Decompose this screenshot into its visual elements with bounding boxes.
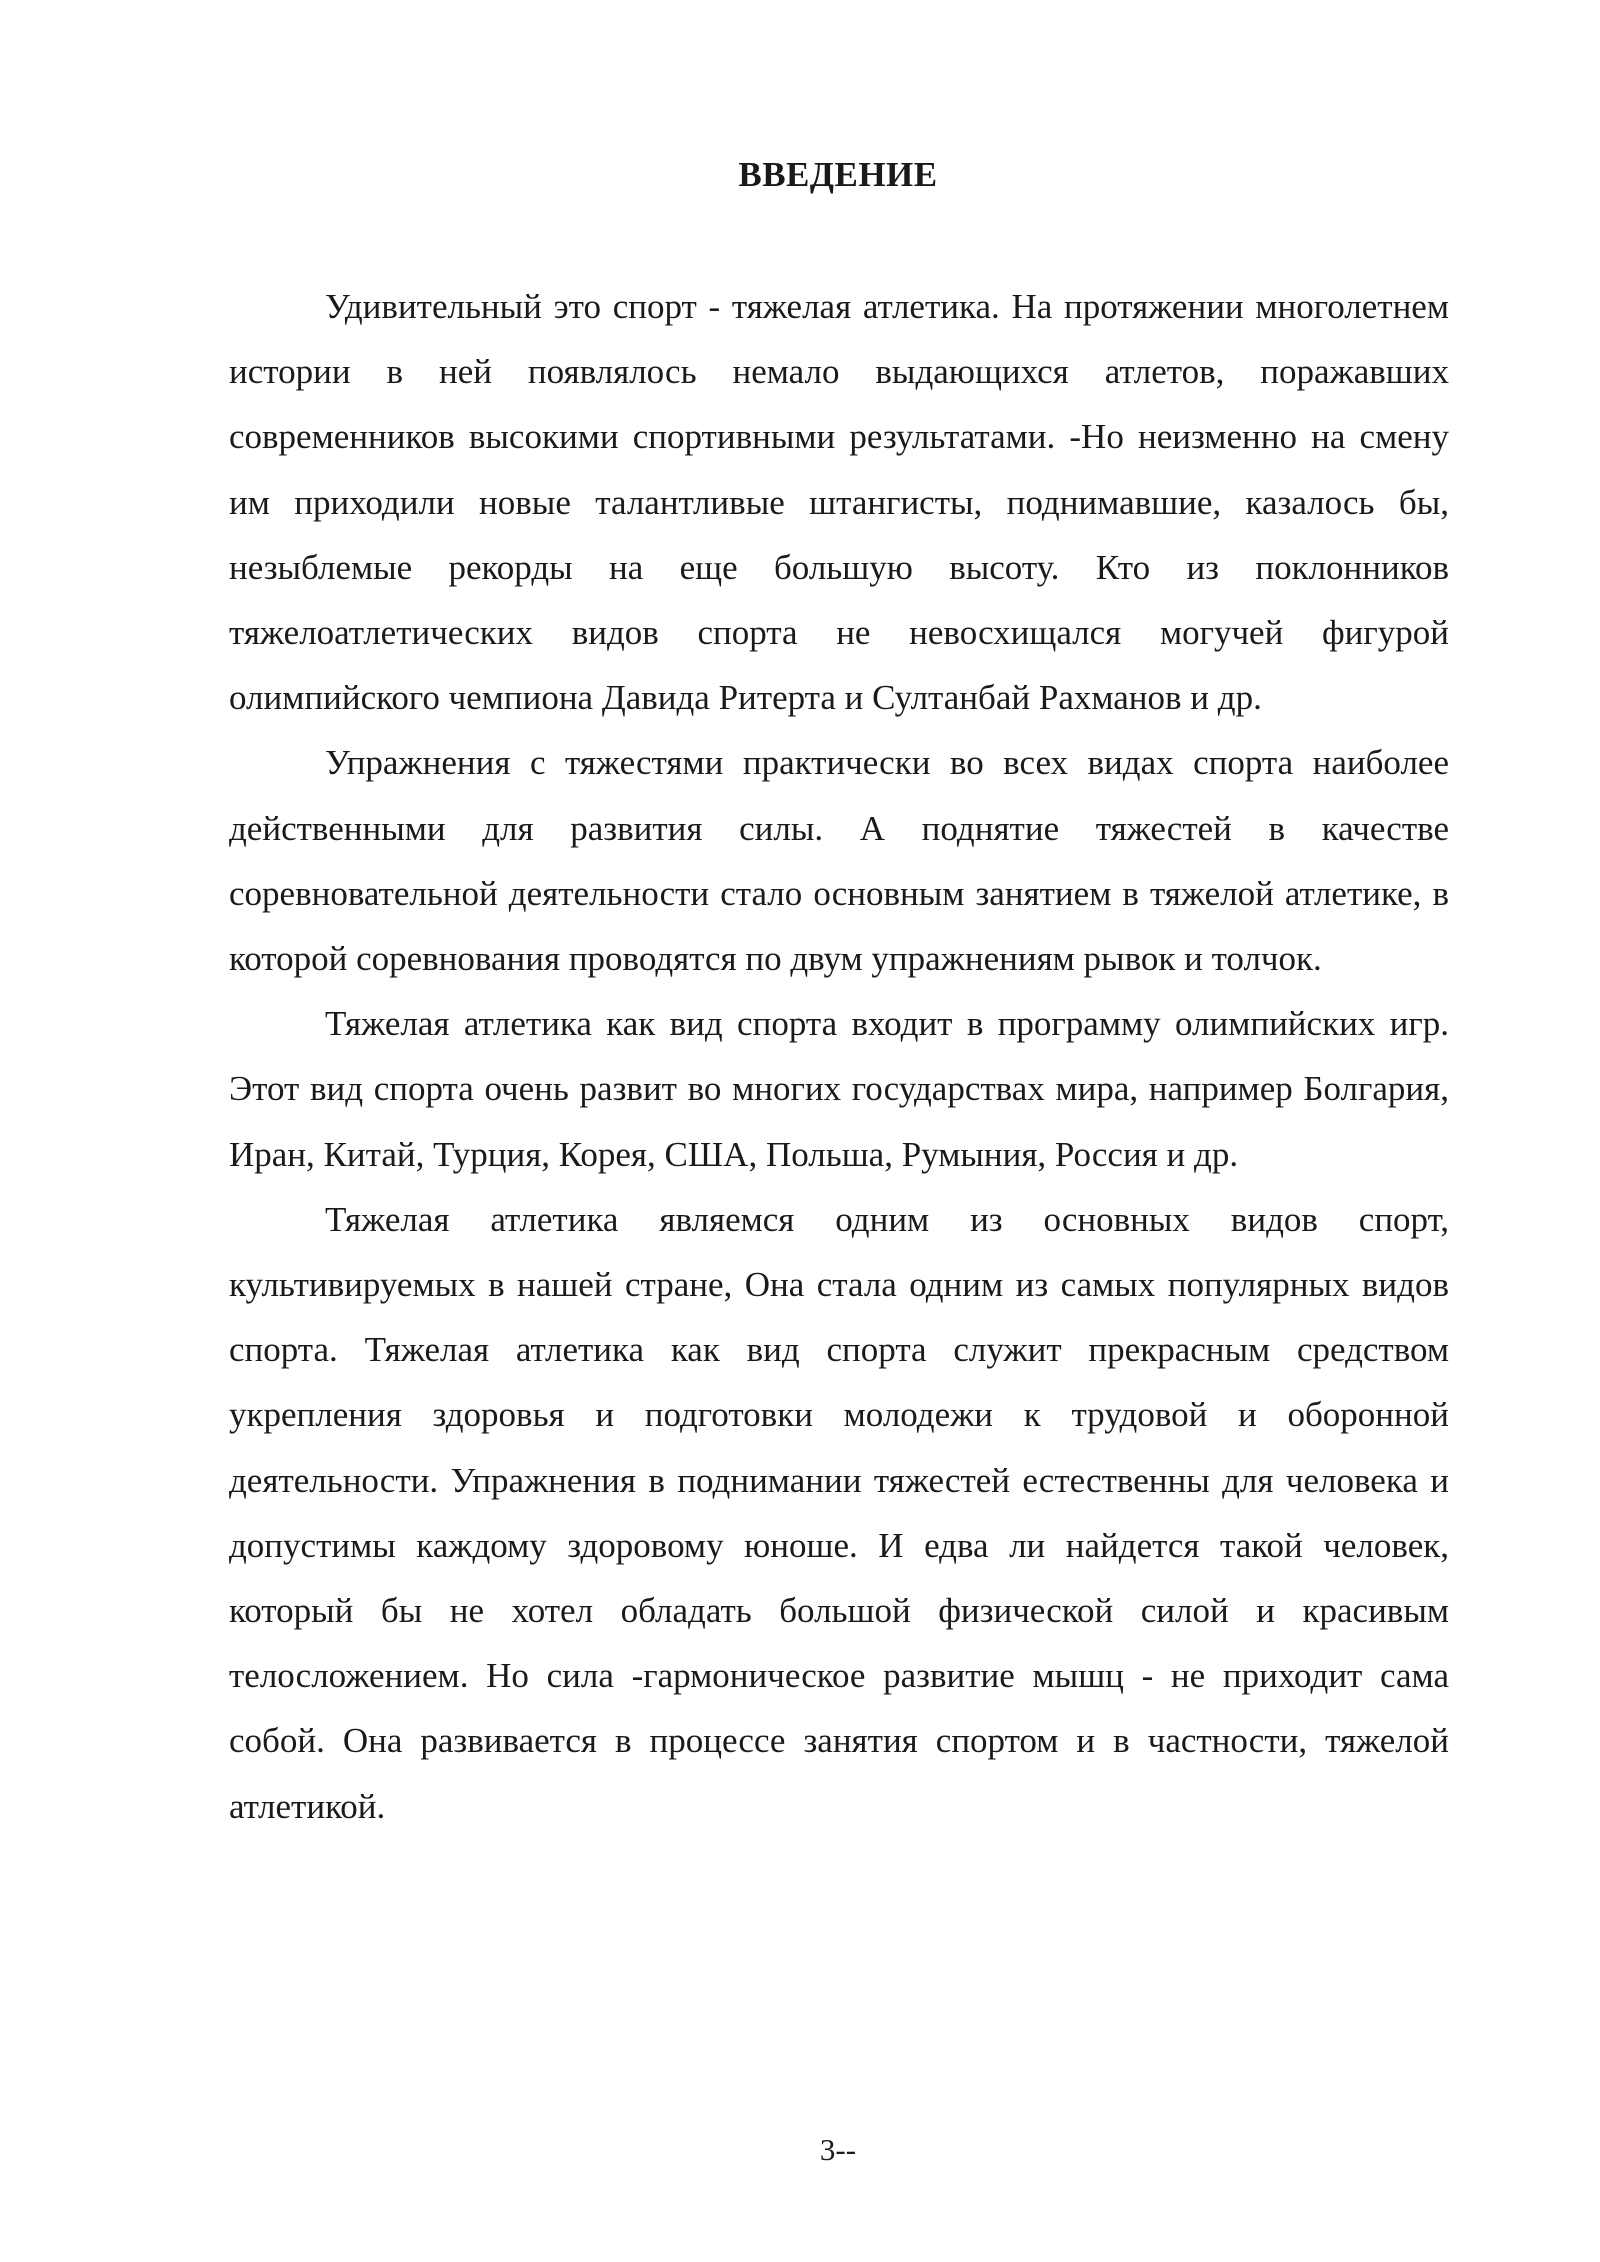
paragraph-3: Тяжелая атлетика как вид спорта входит в программу олимпийских игр. Этот вид спорта очень развит во многих государствах мира, например Болгария, Иран, Китай, Турция, Корея, США, Польша, Румыния, Россия и др. [229,1004,1449,1174]
page-number: 3-- [819,2132,857,2167]
section-title: ВВЕДЕНИЕ [738,155,938,194]
paragraph-1: Удивительный это спорт - тяжелая атлетика. На протяжении многолетнем истории в ней появлялось немало выдающихся атлетов, поражавших современников высокими спортивными результатами. -Но неизменно на смену им приходили новые талантливые штангисты, поднимавшие, казалось бы, незыблемые рекорды на еще большую высоту. Кто из поклонников тяжелоатлетических видов спорта не невосхищался могучей фигурой олимпийского чемпиона Давида Ритерта и Султанбай Рахманов и др. [229,287,1449,718]
body-text [229,274,1449,1839]
paragraph-4: Тяжелая атлетика являемся одним из основных видов спорт, культивируемых в нашей стране, Она стала одним из самых популярных видов спорта. Тяжелая атлетика как вид спорта служит прекрасным средством укрепления здоровья и подготовки молодежи к трудовой и оборонной деятельности. Упражнения в поднимании тяжестей естественны для человека и допустимы каждому здоровому юноше. И едва ли найдется такой человек, который бы не хотел обладать большой физической силой и красивым телосложением. Но сила -гармоническое развитие мышц - не приходит сама собой. Она развивается в процессе занятия спортом и в частности, тяжелой атлетикой. [229,1199,1449,1826]
paragraph-2: Упражнения с тяжестями практически во всех видах спорта наиболее действенными для развития силы. А поднятие тяжестей в качестве соревновательной деятельности стало основным занятием в тяжелой атлетике, в которой соревнования проводятся по двум упражнениям рывок и толчок. [229,743,1449,979]
